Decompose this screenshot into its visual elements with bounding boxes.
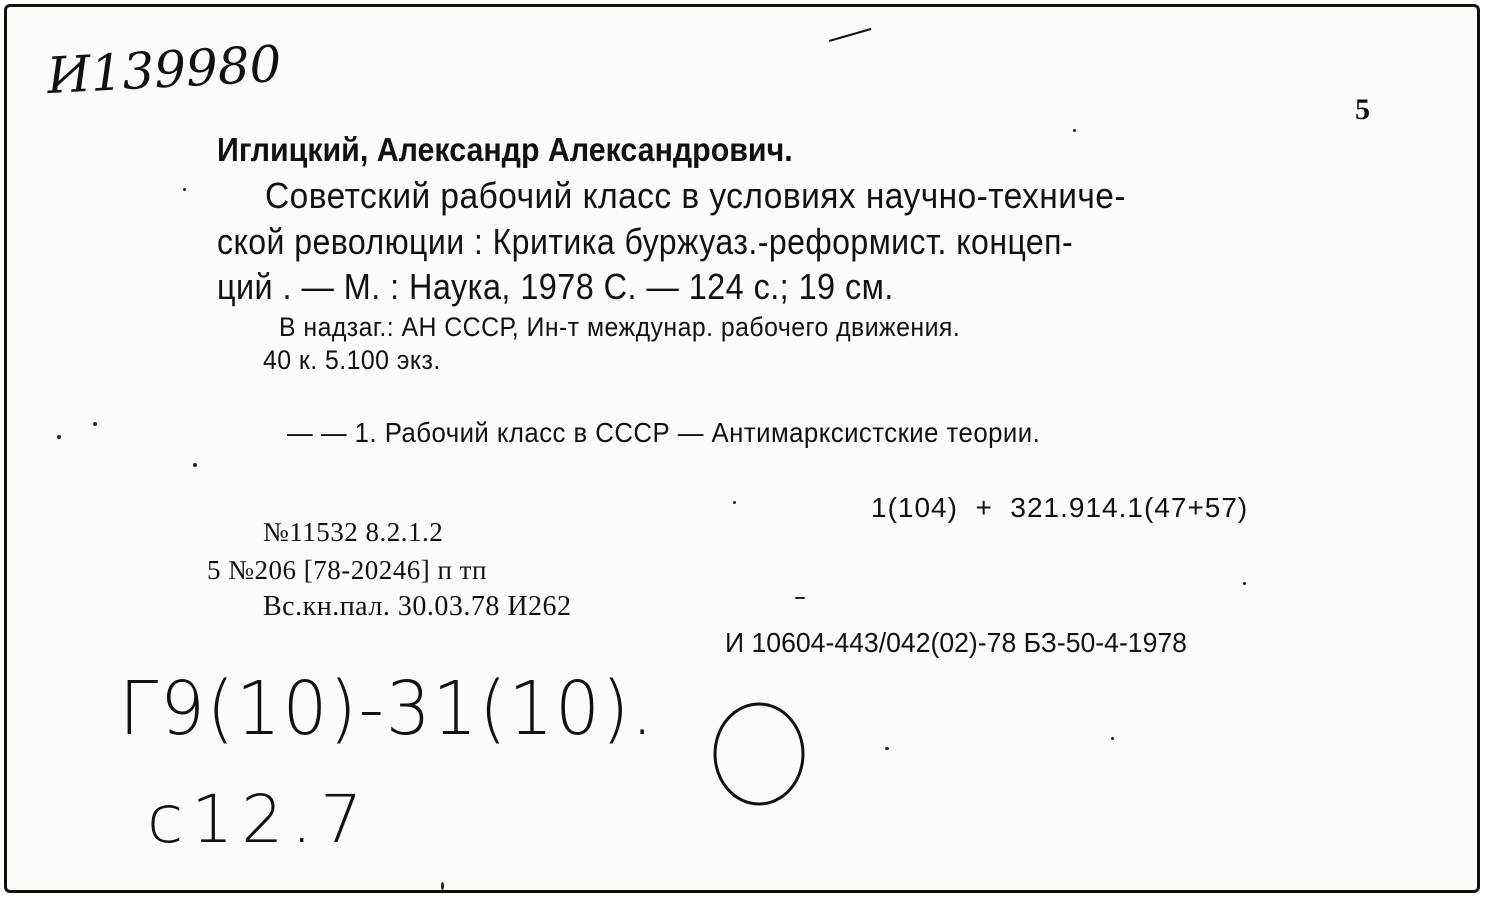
- print-speck: [57, 435, 61, 439]
- catalog-card: [4, 4, 1480, 893]
- punch-hole: [707, 699, 817, 819]
- registration-line: 5 №206 [78-20246] п тп: [207, 555, 487, 585]
- subject-line: — — 1. Рабочий класс в СССР — Антимарксистские теории.: [287, 417, 1041, 448]
- classification-code: 1(104) + 321.914.1(47+57): [871, 492, 1249, 523]
- handwritten-shelf-mark: с12.7: [147, 781, 371, 858]
- author-heading: Иглицкий, Александр Александрович.: [217, 131, 793, 168]
- print-speck: [441, 882, 444, 890]
- handwritten-inventory-number: И139980: [45, 34, 283, 106]
- index-code: И 10604-443/042(02)-78 БЗ-50-4-1978: [725, 627, 1187, 658]
- book-chamber-line: Вс.кн.пал. 30.03.78 И262: [263, 591, 572, 622]
- print-speck: [93, 422, 97, 426]
- print-speck: [1111, 737, 1114, 740]
- print-speck: [733, 501, 736, 504]
- print-speck: [1243, 582, 1246, 585]
- handwritten-classification: Г9(10)-31(10).: [119, 666, 656, 752]
- price-line: 40 к. 5.100 экз.: [263, 345, 441, 375]
- print-speck: [885, 747, 889, 750]
- record-number: №11532 8.2.1.2: [263, 517, 444, 547]
- card-number: 5: [1355, 93, 1370, 126]
- print-speck: [1073, 129, 1076, 132]
- title-line-3: ций . — М. : Наука, 1978 С. — 124 с.; 19 см.: [217, 266, 894, 307]
- print-speck: [183, 188, 186, 191]
- title-line-2: ской революции : Критика буржуаз.-реформист. концеп-: [217, 221, 1074, 262]
- print-speck: [193, 463, 197, 467]
- note-line: В надзаг.: АН СССР, Ин-т междунар. рабочего движения.: [279, 312, 961, 342]
- title-line-1: Советский рабочий класс в условиях научно-техниче-: [265, 175, 1126, 216]
- print-speck: [795, 597, 805, 599]
- pen-stroke-mark: [827, 25, 877, 45]
